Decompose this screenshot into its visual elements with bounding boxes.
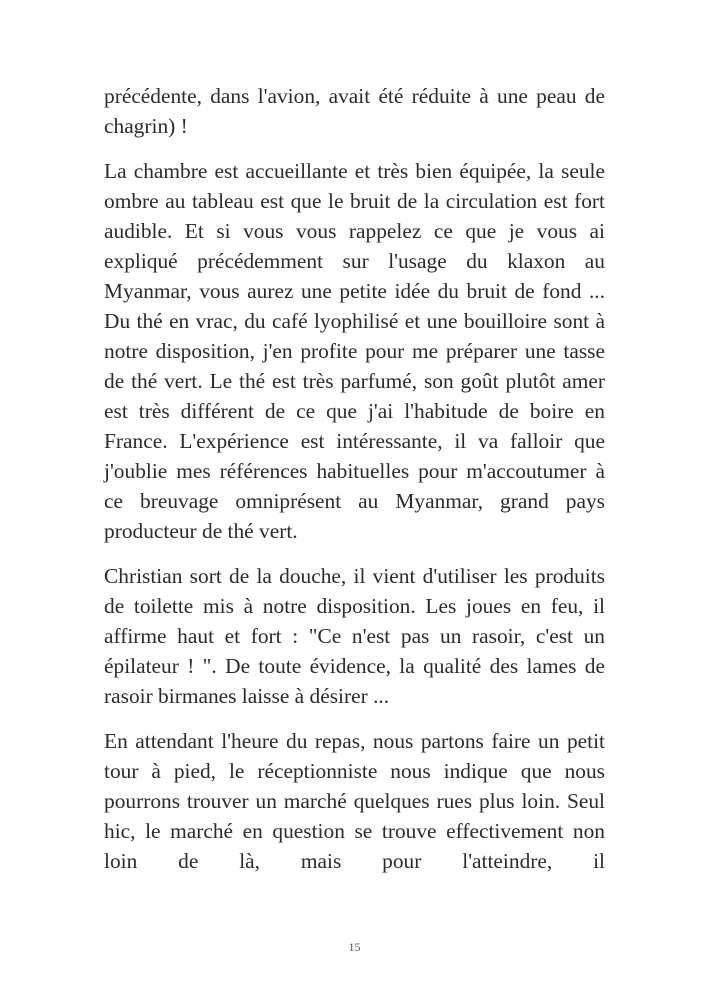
page-number: 15 xyxy=(348,940,361,954)
paragraph: Christian sort de la douche, il vient d'utiliser les produits de toilette mis à notre disposition. Les joues en feu, il affirme haut et fort : "Ce n'est pas un rasoir, c'est un épilateur ! ". De toute évidence, la qualité des lames de rasoir birmanes laisse à désirer ... xyxy=(104,564,605,708)
paragraph: précédente, dans l'avion, avait été réduite à une peau de chagrin) ! xyxy=(104,84,605,138)
paragraph: La chambre est accueillante et très bien équipée, la seule ombre au tableau est que le bruit de la circulation est fort audible. Et si vous vous rappelez ce que je vous ai expliqué précédemment sur l'usage du klaxon au Myanmar, vous aurez une petite idée du bruit de fond ... Du thé en vrac, du café lyophilisé et une bouilloire sont à notre disposition, j'en profite pour me préparer une tasse de thé vert. Le thé est très parfumé, son goût plutôt amer est très différent de ce que j'ai l'habitude de boire en France. L'expérience est intéressante, il va falloir que j'oublie mes références habituelles pour m'accoutumer à ce breuvage omniprésent au Myanmar, grand pays producteur de thé vert. xyxy=(104,159,605,543)
page-body xyxy=(104,81,605,891)
paragraph: En attendant l'heure du repas, nous partons faire un petit tour à pied, le réceptionniste nous indique que nous pourrons trouver un marché quelques rues plus loin. Seul hic, le marché en question se trouve effectivement non loin de là, mais pour l'atteindre, il xyxy=(104,729,605,873)
